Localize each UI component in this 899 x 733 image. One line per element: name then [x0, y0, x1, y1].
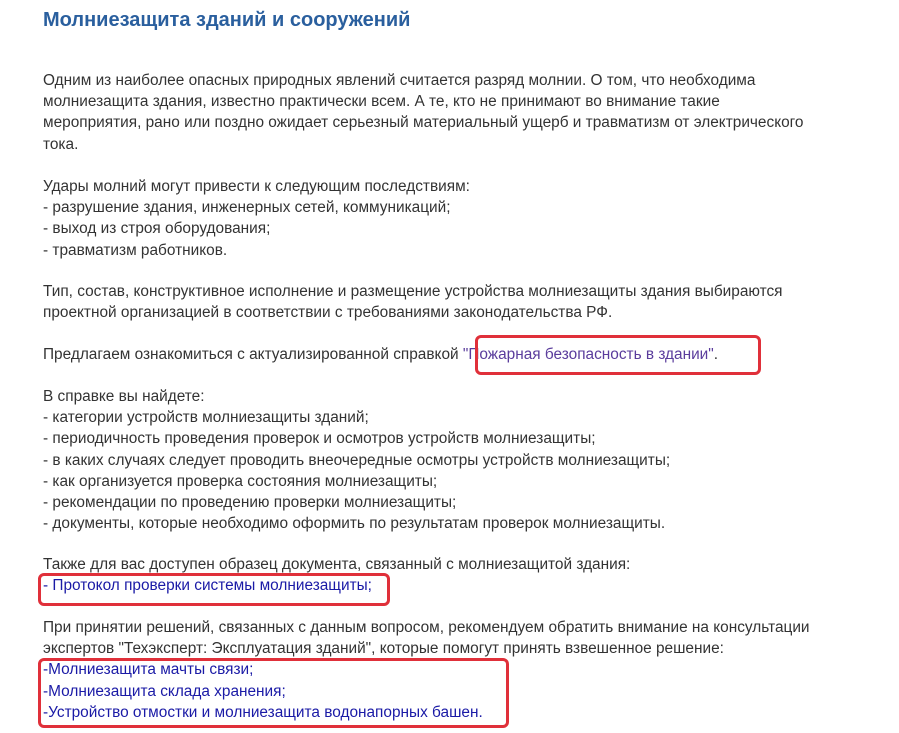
reference-text: Предлагаем ознакомиться с актуализированной справкой	[43, 346, 459, 363]
consequences-heading: Удары молний могут привести к следующим последствиям:	[43, 178, 470, 195]
consult-link-warehouse[interactable]: -Молниезащита склада хранения;	[43, 682, 286, 700]
in-reference-section	[43, 386, 670, 534]
intro-paragraph	[43, 70, 804, 155]
sample-link-line	[43, 575, 630, 596]
list-item: - рекомендации по проведению проверки молниезащиты;	[43, 493, 457, 511]
consult-link-water-tower[interactable]: -Устройство отмостки и молниезащита водонапорных башен.	[43, 703, 483, 721]
consult-link-line	[43, 681, 810, 702]
intro-line: Одним из наиболее опасных природных явлений считается разряд молнии. О том, что необходима	[43, 72, 756, 89]
list-item: - категории устройств молниезащиты зданий;	[43, 409, 369, 427]
consequences-section	[43, 176, 470, 261]
consult-link-line	[43, 659, 810, 680]
consult-link-mast[interactable]: -Молниезащита мачты связи;	[43, 661, 254, 679]
protocol-link[interactable]: - Протокол проверки системы молниезащиты;	[43, 577, 372, 595]
fire-safety-reference-link[interactable]: "Пожарная безопасность в здании"	[462, 346, 714, 363]
intro-line: молниезащита здания, известно практически всем. А те, кто не принимают во внимание такие	[43, 93, 720, 111]
list-item: - выход из строя оборудования;	[43, 220, 271, 238]
intro-line: тока.	[43, 135, 79, 153]
consult-text: экспертов "Техэксперт: Эксплуатация зданий", которые помогут принять взвешенное решение:	[43, 640, 724, 658]
list-item: - травматизм работников.	[43, 241, 228, 259]
consult-text: При принятии решений, связанных с данным вопросом, рекомендуем обратить внимание на консультации	[43, 619, 810, 636]
sample-text: Также для вас доступен образец документа, связанный с молниезащитой здания:	[43, 556, 631, 573]
type-line: Тип, состав, конструктивное исполнение и размещение устройства молниезащиты здания выбираются	[43, 283, 783, 300]
type-line: проектной организацией в соответствии с требованиями законодательства РФ.	[43, 304, 613, 322]
reference-paragraph	[43, 344, 718, 365]
list-item: - документы, которые необходимо оформить по результатам проверок молниезащиты.	[43, 515, 666, 533]
consult-section	[43, 617, 810, 723]
list-item: - периодичность проведения проверок и осмотров устройств молниезащиты;	[43, 430, 596, 448]
consult-link-line	[43, 702, 810, 723]
intro-line: мероприятия, рано или поздно ожидает серьезный материальный ущерб и травматизм от электрического	[43, 114, 804, 132]
reference-period: .	[713, 346, 719, 363]
list-item: - в каких случаях следует проводить внеочередные осмотры устройств молниезащиты;	[43, 451, 671, 469]
page-title: Молниезащита зданий и сооружений	[43, 9, 411, 31]
sample-section	[43, 554, 630, 596]
list-item: - как организуется проверка состояния молниезащиты;	[43, 472, 438, 490]
list-item: - разрушение здания, инженерных сетей, коммуникаций;	[43, 199, 451, 217]
reference-line	[43, 344, 718, 365]
type-paragraph	[43, 281, 783, 323]
in-reference-heading: В справке вы найдете:	[43, 388, 205, 405]
